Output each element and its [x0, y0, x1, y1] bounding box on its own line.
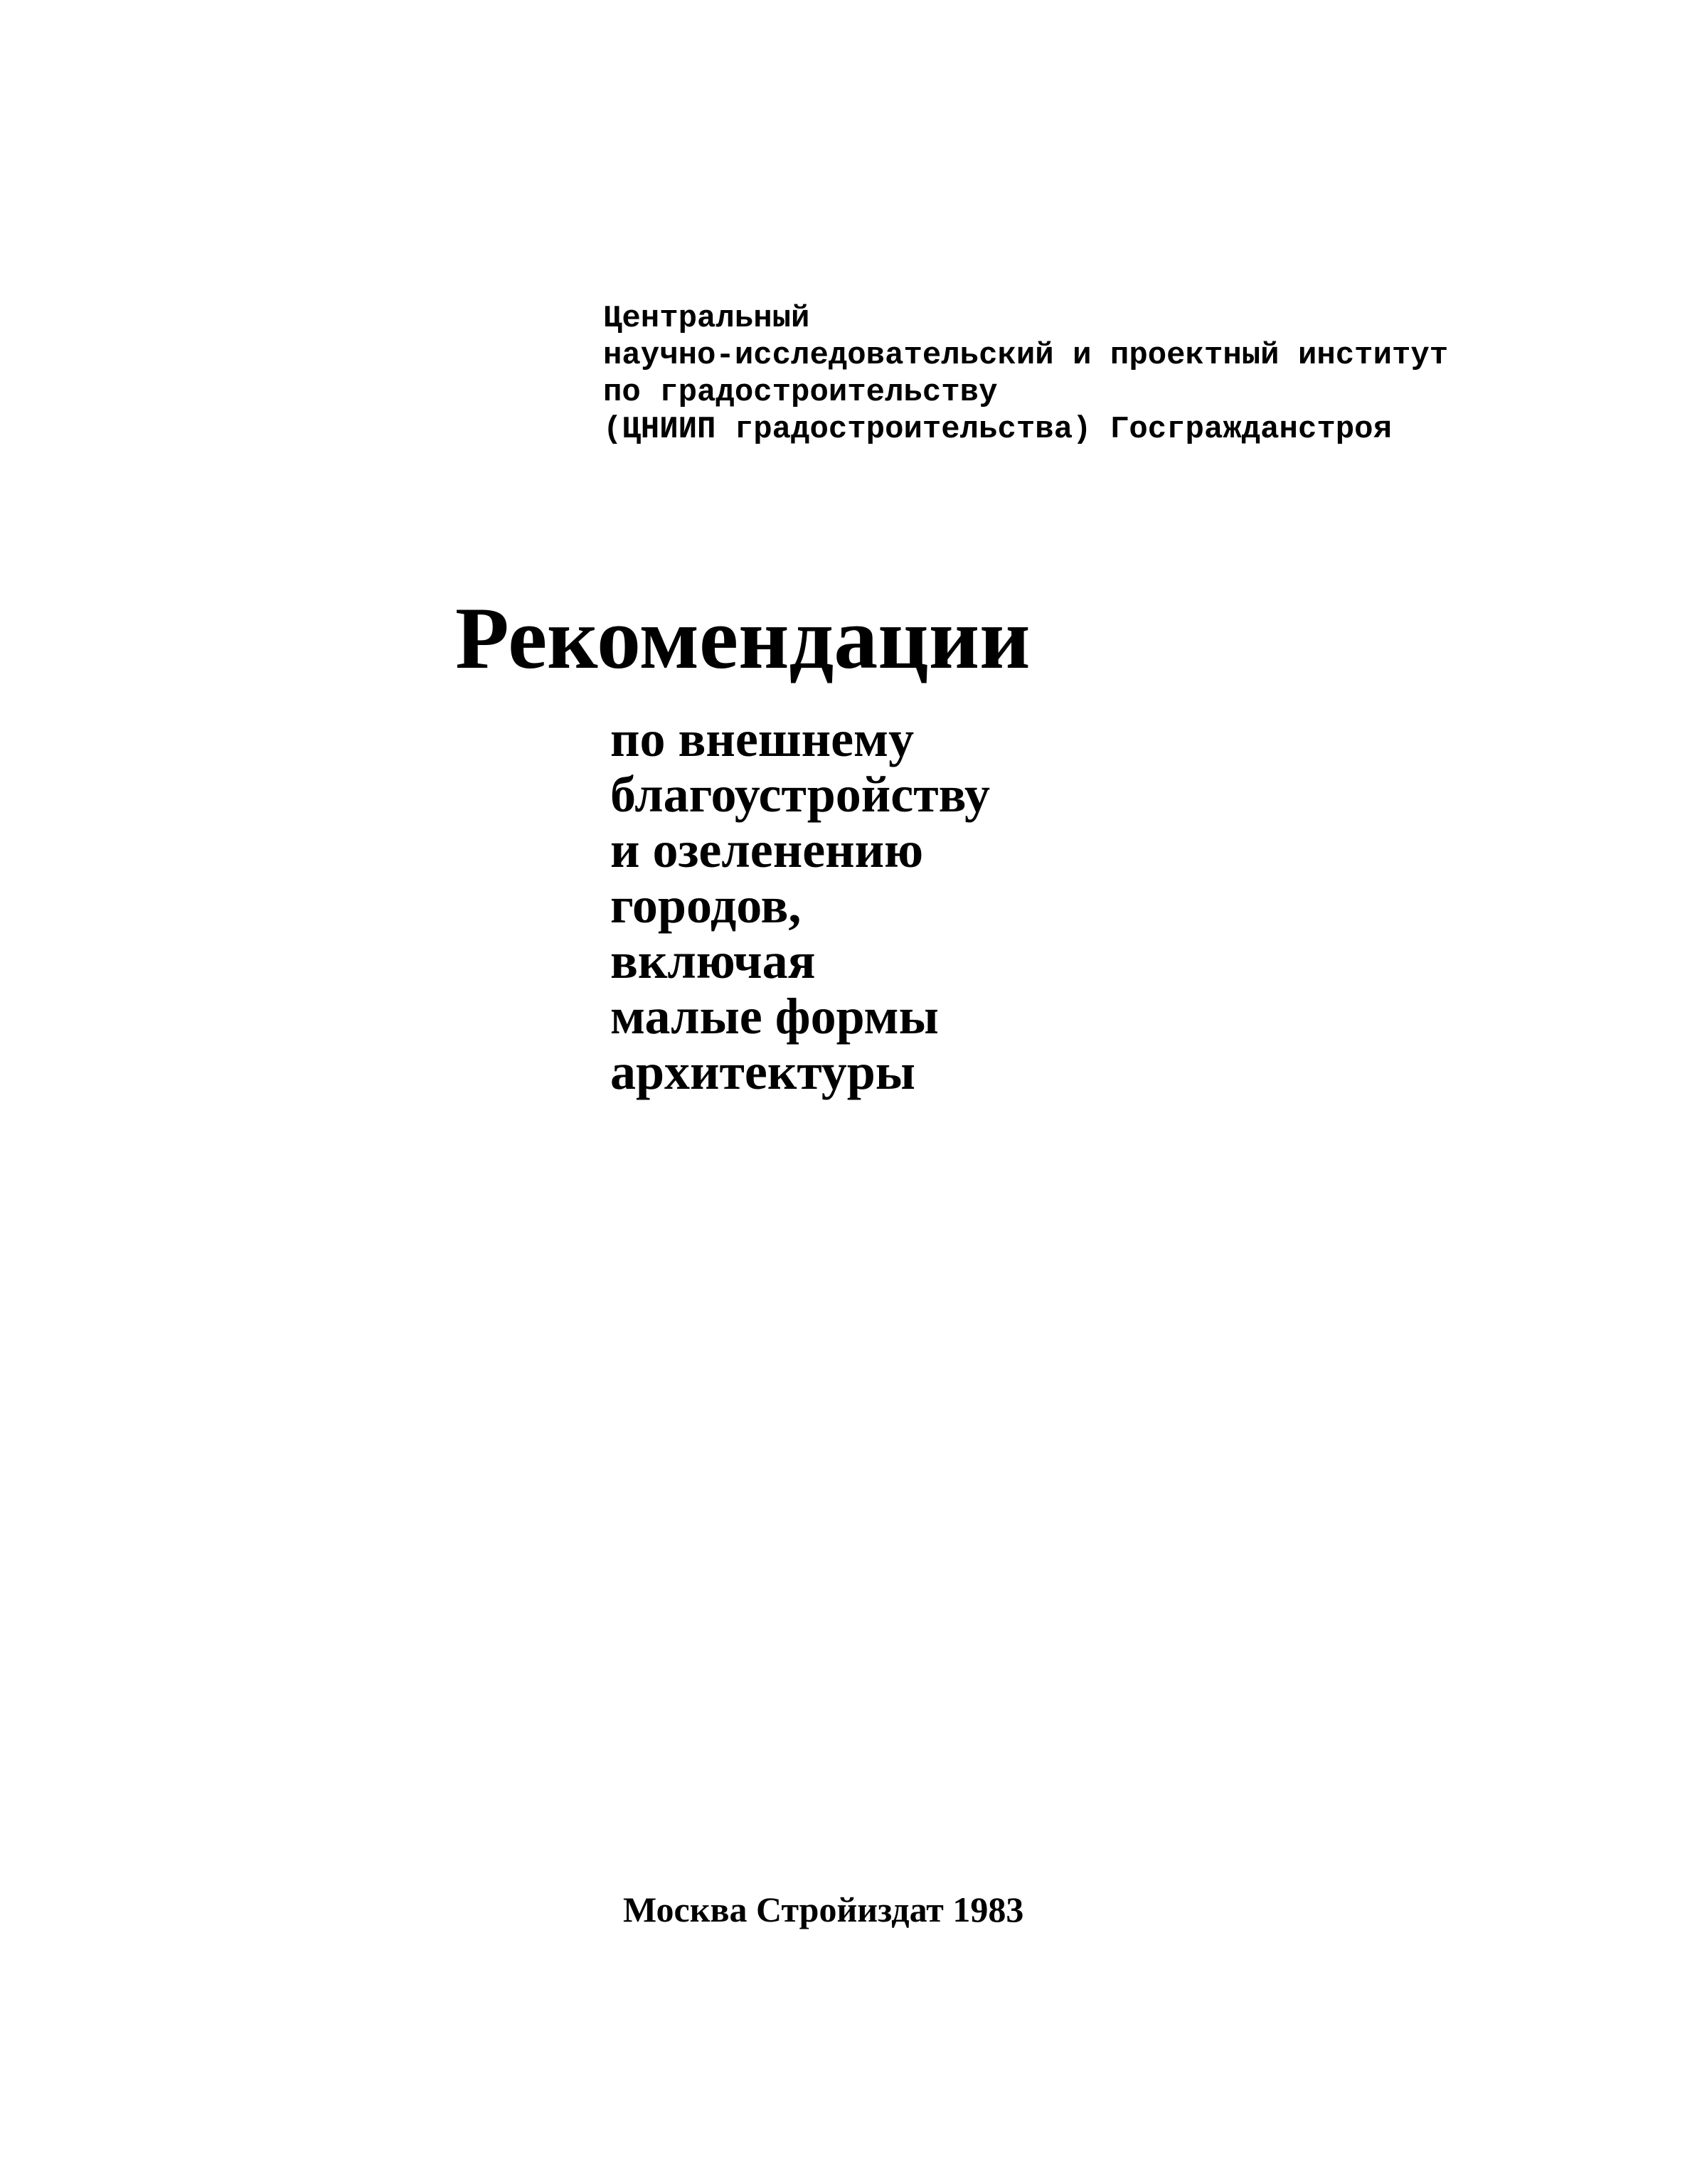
institute-line: по градостроительству	[603, 375, 998, 410]
institute-line: научно-исследовательский и проектный институт	[603, 338, 1449, 373]
institute-line: Центральный	[603, 301, 810, 336]
institute-name-block	[603, 300, 1528, 448]
subtitle-line: благоустройству	[610, 766, 991, 823]
subtitle-line: и озеленению	[610, 821, 924, 878]
document-title: Рекомендации	[455, 590, 1031, 687]
document-subtitle	[610, 711, 990, 1099]
subtitle-line: включая	[610, 932, 816, 989]
institute-line: (ЦНИИП градостроительства) Госгражданстроя	[603, 412, 1392, 447]
subtitle-line: малые формы	[610, 988, 939, 1045]
subtitle-line: архитектуры	[610, 1043, 916, 1100]
publisher-imprint: Москва Стройиздат 1983	[623, 1890, 1024, 1929]
subtitle-line: по внешнему	[610, 710, 915, 767]
subtitle-line: городов,	[610, 877, 802, 934]
